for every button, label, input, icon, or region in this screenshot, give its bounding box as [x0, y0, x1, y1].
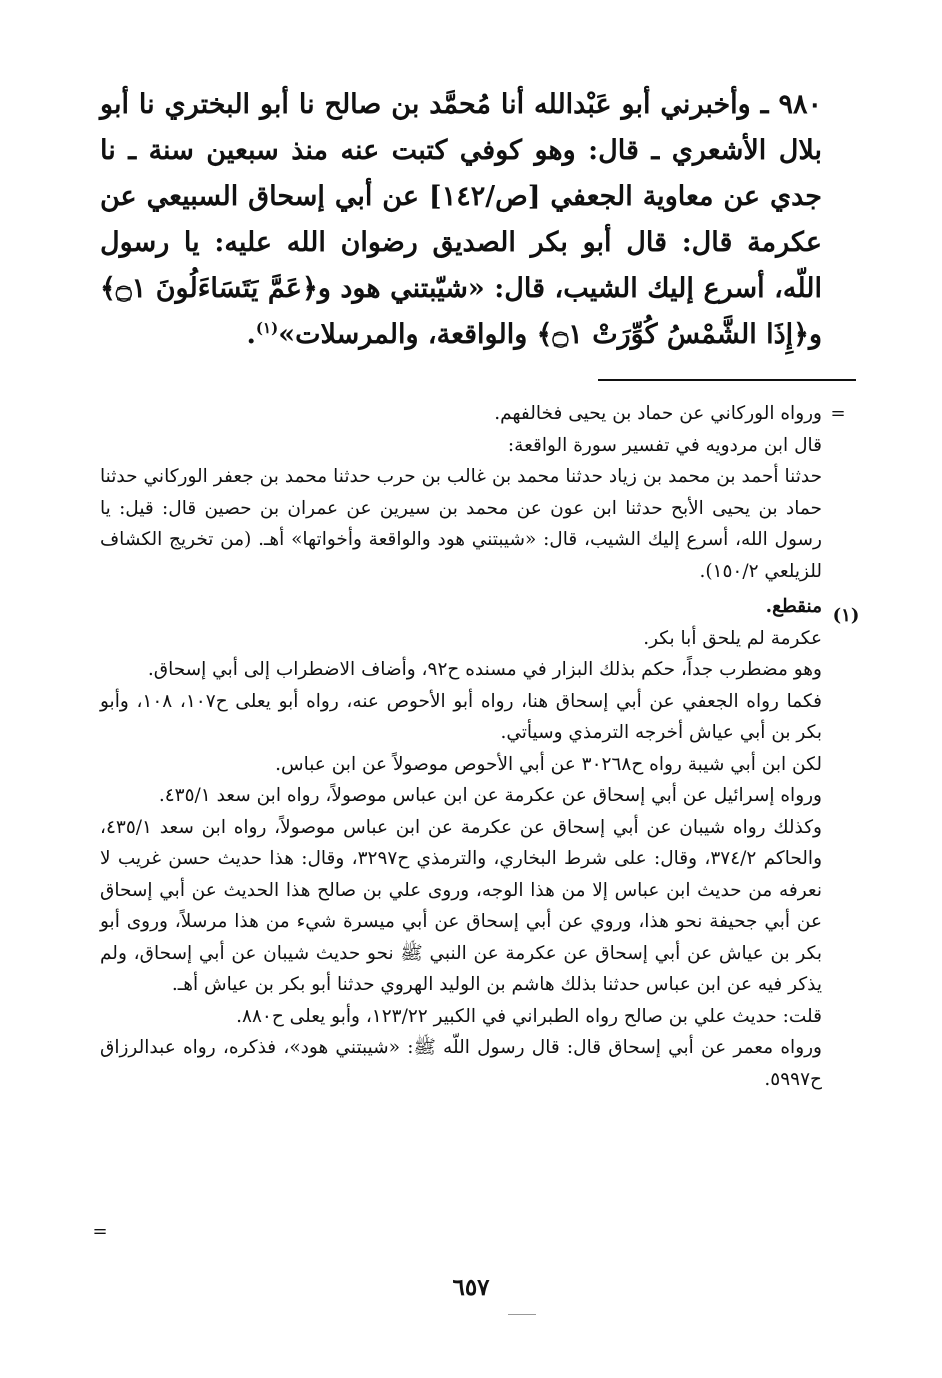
footnotes-block — [100, 398, 822, 1095]
footnote-separator — [598, 379, 856, 381]
page-number: ٦٥٧ — [452, 1274, 490, 1301]
footnote-reference: (١) — [255, 319, 279, 337]
continuation-marker: = — [830, 403, 846, 424]
footnote-paragraph: وكذلك رواه شيبان عن أبي إسحاق عن عكرمة عن ابن عباس موصولاً، رواه ابن سعد ٤٣٥/١، والحاكم ٣٧٤/٢، وقال: على شرط البخاري، والترمذي ح٣٢٩٧، وقال: هذا حديث حسن غريب لا نعرفه من حديث ابن عباس إلا من هذا الوجه، وروى علي بن صالح هذا الحديث عن أبي إسحاق عن أبي جحيفة نحو هذا، وروي عن أبي إسحاق عن أبي ميسرة شيء من هذا مرسلاً، وروى أبو بكر بن عياش عن أبي إسحاق عن عكرمة عن النبي ﷺ نحو حديث شيبان عن أبي إسحاق، ولم يذكر فيه عن ابن عباس حدثنا بذلك هاشم بن الوليد الهروي حدثنا أبو بكر بن عياش أهـ. — [100, 816, 822, 995]
footnote-paragraph: وهو مضطرب جداً، حكم بذلك البزار في مسنده ح٩٢، وأضاف الاضطراب إلى أبي إسحاق. — [147, 659, 822, 680]
footnote-paragraph: عكرمة لم يلحق أبا بكر. — [643, 627, 822, 649]
main-text — [100, 82, 822, 358]
footnote-paragraph: ورواه معمر عن أبي إسحاق قال: قال رسول اللّه ﷺ: «شيبتني هود»، فذكره، رواه عبدالرزاق ح٥٩٩٧. — [100, 1037, 822, 1090]
footnote-paragraph: ورواه إسرائيل عن أبي إسحاق عن عكرمة عن ابن عباس موصولاً، رواه ابن سعد ٤٣٥/١. — [158, 785, 822, 806]
hadith-text: ٩٨٠ ـ وأخبرني أبو عَبْدالله أنا مُحمَّد بن صالح نا أبو البختري نا أبو بلال الأشعري ـ قال: وهو كوفي كتبت عنه منذ سبعين سنة ـ نا جدي عن معاوية الجعفي [ص/١٤٢] عن أبي إسحاق السبيعي عن عكرمة قال: قال أبو بكر الصديق رضوان الله عليه: يا رسول اللّه، أسرع إليك الشيب، قال: «شيّبتني هود و﴿عَمَّ يَتَسَاءَلُونَ ۝١﴾ و﴿إِذَا الشَّمْسُ كُوِّرَتْ ۝١﴾ والواقعة، والمرسلات» — [100, 89, 823, 350]
continuation-line: ورواه الوركاني عن حماد بن يحيى فخالفهم. — [494, 403, 822, 424]
continuation-line: قال ابن مردويه في تفسير سورة الواقعة: — [507, 434, 822, 456]
footnote-number: (١) — [832, 605, 860, 626]
hadith-paragraph: ٩٨٠ ـ وأخبرني أبو عَبْدالله أنا مُحمَّد بن صالح نا أبو البختري نا أبو بلال الأشعري ـ قال: وهو كوفي كتبت عنه منذ سبعين سنة ـ نا جدي عن معاوية الجعفي [ص/١٤٢] عن أبي إسحاق السبيعي عن عكرمة قال: قال أبو بكر الصديق رضوان الله عليه: يا رسول اللّه، أسرع إليك الشيب، قال: «شيّبتني هود و﴿عَمَّ يَتَسَاءَلُونَ ۝١﴾ و﴿إِذَا الشَّمْسُ كُوِّرَتْ ۝١﴾ والواقعة، والمرسلات»$^{(١)}$. — [100, 89, 823, 350]
continuation-line: حدثنا أحمد بن محمد بن زياد حدثنا محمد بن غالب بن حرب حدثنا محمد بن جعفر الوركاني حدثنا حماد بن يحيى الأبح حدثنا ابن عون عن محمد بن سيرين عن عمران بن حصين قال: قيل: يا رسول الله، أسرع إليك الشيب، قال: «شيبتني هود والواقعة وأخواتها» أهـ. (من تخريج الكشاف للزيلعي ١٥٠/٢). — [100, 466, 822, 582]
continuation-end-marker: = — [92, 1221, 108, 1242]
page-number-rule — [508, 1314, 536, 1315]
footnote-paragraph: لكن ابن أبي شيبة رواه ح٣٠٢٦٨ عن أبي الأحوص موصولاً عن ابن عباس. — [275, 753, 822, 775]
footnote-paragraph: فكما رواه الجعفي عن أبي إسحاق هنا، رواه أبو الأحوص عنه، رواه أبو يعلى ح١٠٧، ١٠٨، وأبو بكر بن أبي عياش أخرجه الترمذي وسيأتي. — [100, 690, 823, 743]
footnote-paragraph: قلت: حديث علي بن صالح رواه الطبراني في الكبير ١٢٣/٢٢، وأبو يعلى ح٨٨٠. — [236, 1005, 822, 1027]
footnote-title: منقطع. — [765, 596, 822, 617]
